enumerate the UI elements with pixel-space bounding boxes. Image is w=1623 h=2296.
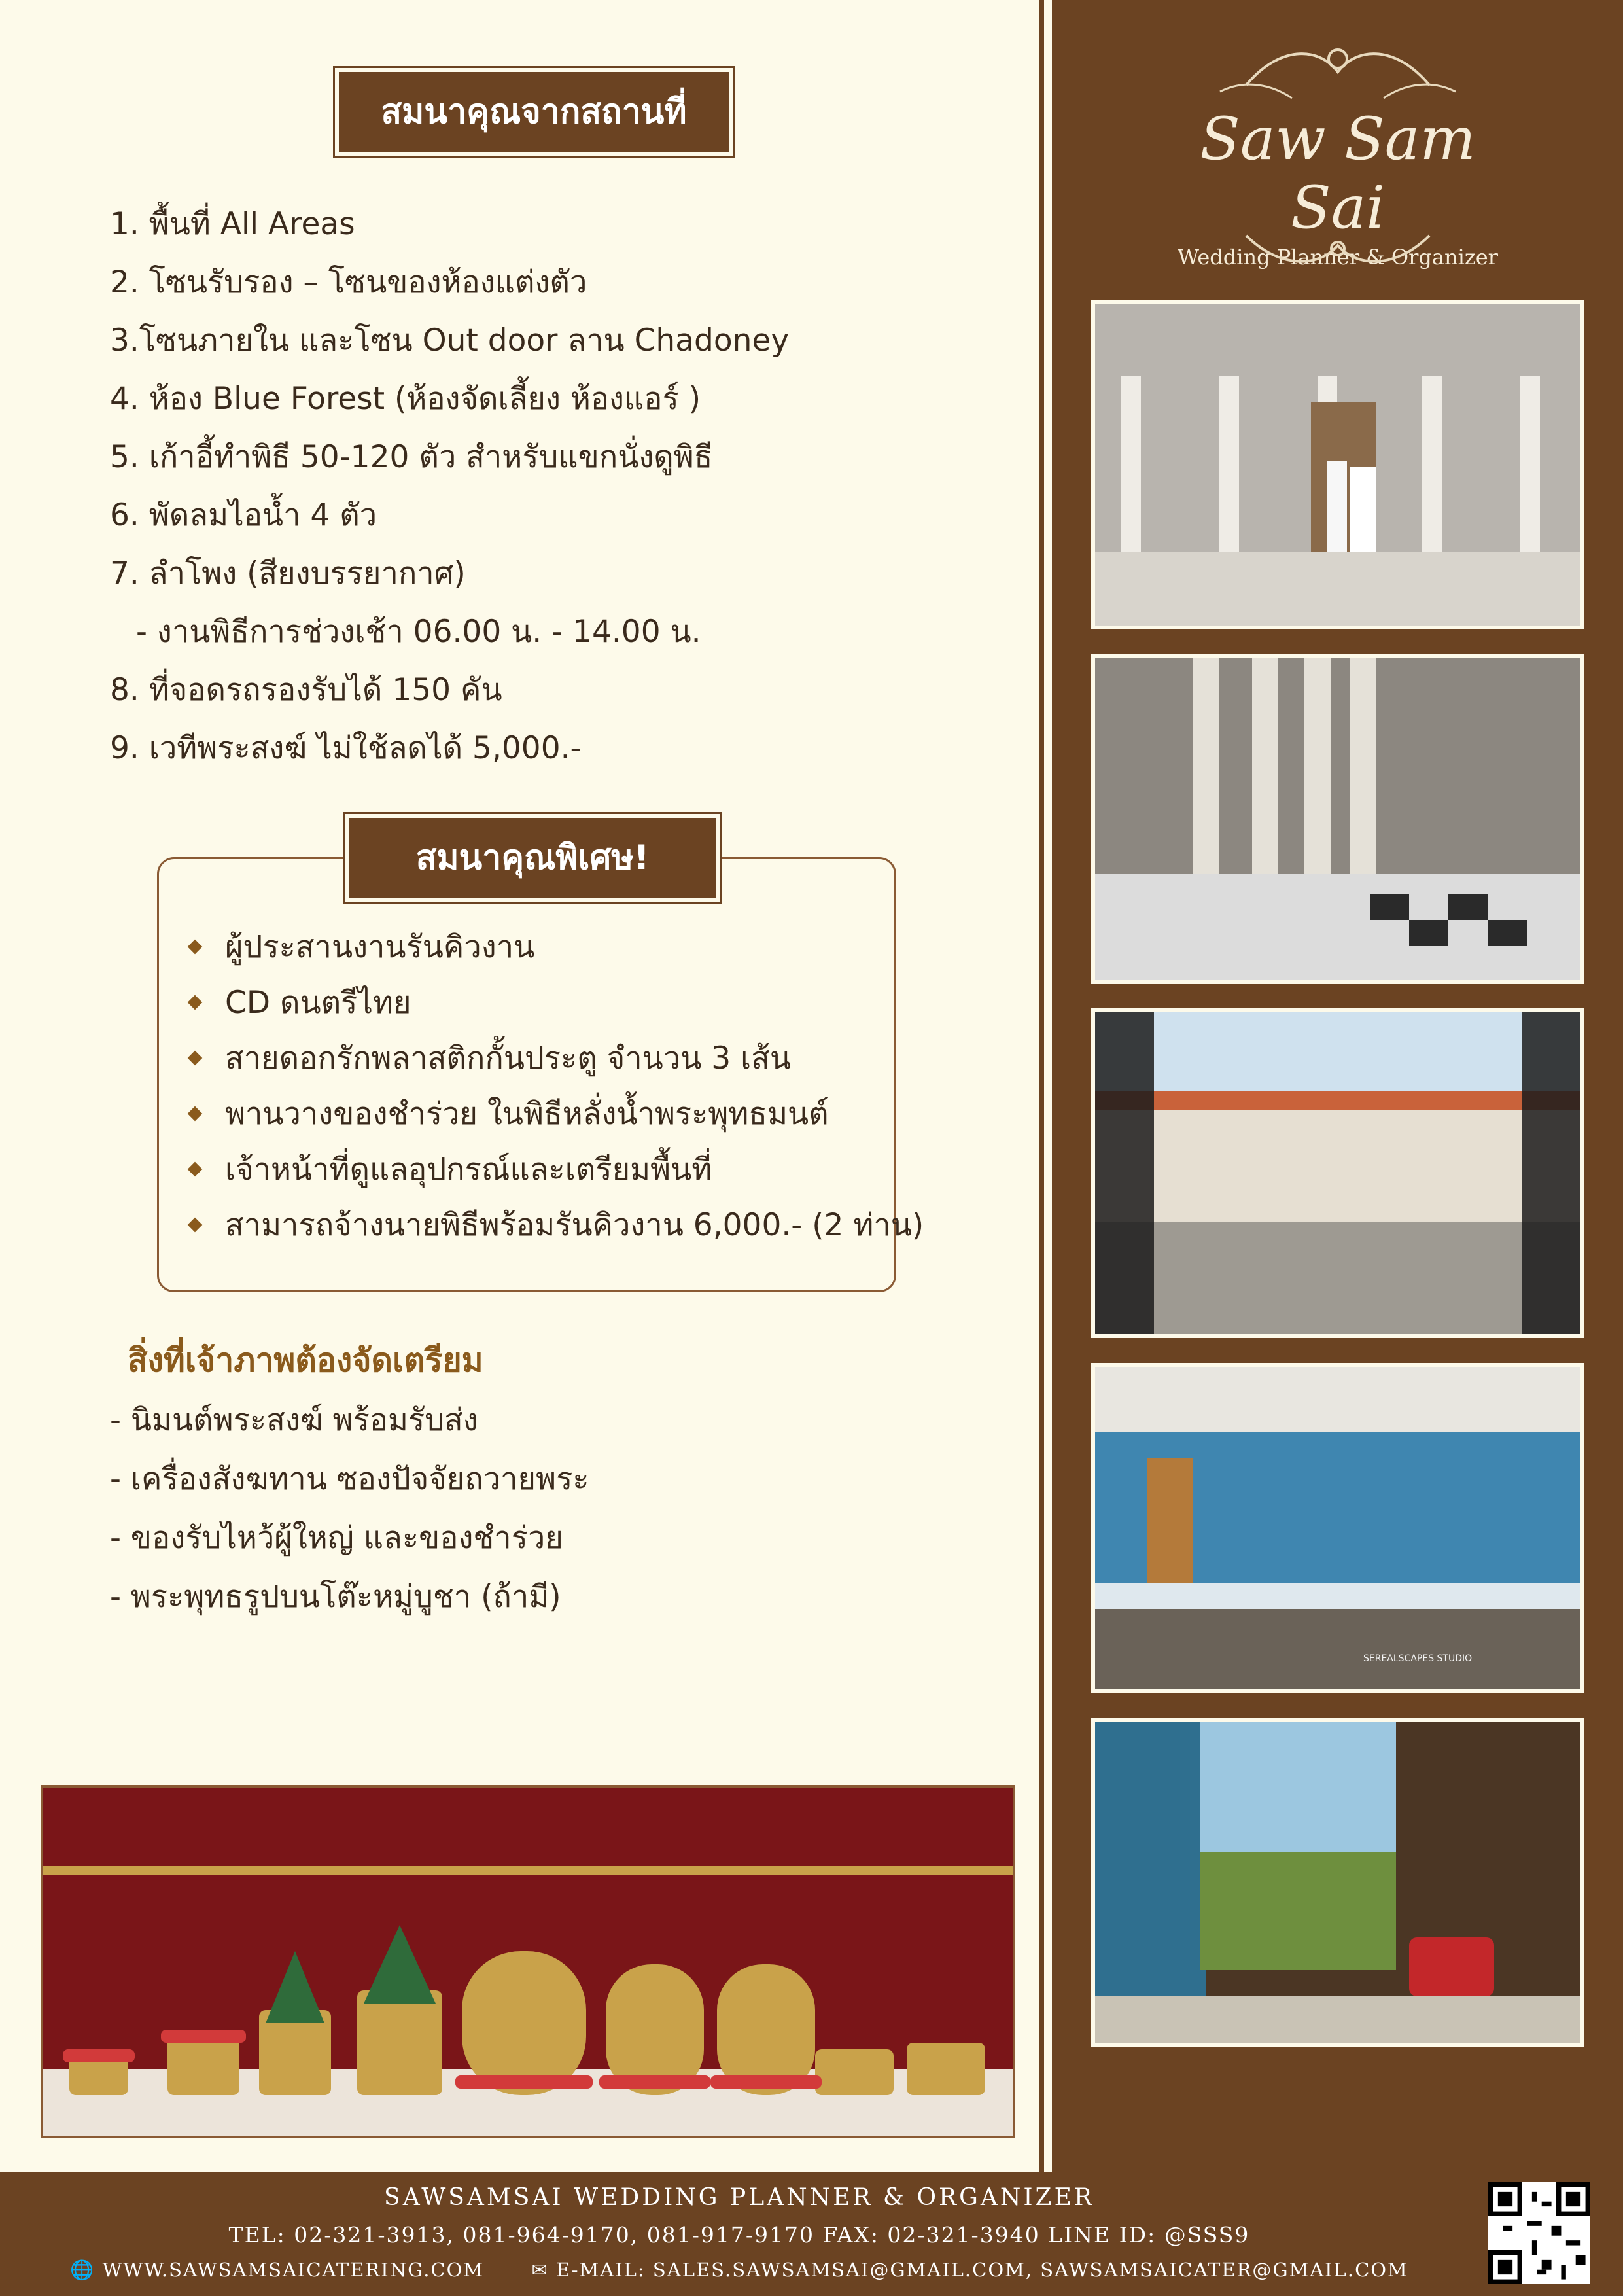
special-item bbox=[190, 1142, 890, 1197]
offerings-photo bbox=[41, 1785, 1015, 2138]
footer-company: SAWSAMSAI WEDDING PLANNER & ORGANIZER bbox=[384, 2184, 1094, 2211]
special-item bbox=[190, 1197, 924, 1253]
venue-item: 4. ห้อง Blue Forest (ห้องจัดเลี้ยง ห้องแอร์ ) bbox=[110, 381, 701, 417]
venue-photo-window-room bbox=[1091, 1718, 1584, 2047]
footer bbox=[0, 2172, 1623, 2296]
footer-web-row bbox=[0, 2259, 1478, 2282]
special-section-title: สมนาคุณพิเศษ! bbox=[349, 818, 716, 898]
special-item bbox=[190, 1086, 890, 1142]
ornament-top-icon bbox=[1148, 26, 1527, 105]
special-item-text: พานวางของชำร่วย ในพิธีหลั่งน้ำพระพุทธมนต์ bbox=[225, 1096, 829, 1132]
email-icon: ✉ bbox=[531, 2259, 549, 2281]
prep-item: - ของรับไหว้ผู้ใหญ่ และของชำร่วย bbox=[110, 1520, 563, 1556]
venue-photo-colonnade bbox=[1091, 654, 1584, 984]
special-list bbox=[190, 919, 924, 1253]
prep-list bbox=[110, 1391, 1019, 1627]
diamond-bullet-icon bbox=[188, 1218, 203, 1233]
offerings-illustration bbox=[43, 1788, 1013, 2136]
special-item bbox=[190, 1031, 890, 1086]
venue-photo-gate bbox=[1091, 1008, 1584, 1338]
prep-item: - พระพุทธรูปบนโต๊ะหมู่บูชา (ถ้ามี) bbox=[110, 1579, 561, 1615]
footer-email-link[interactable]: E-MAIL: SALES.SAWSAMSAI@GMAIL.COM, SAWSAMSAICATER@GMAIL.COM bbox=[556, 2259, 1408, 2281]
special-item bbox=[190, 919, 890, 975]
diamond-bullet-icon bbox=[188, 940, 203, 955]
venue-item: 9. เวทีพระสงฆ์ ไม่ใช้ลดได้ 5,000.- bbox=[110, 730, 582, 766]
special-item-text: สามารถจ้างนายพิธีพร้อมรันคิวงาน 6,000.- (2 ท่าน) bbox=[225, 1207, 924, 1243]
venue-item: 6. พัดลมไอน้ำ 4 ตัว bbox=[110, 497, 377, 533]
footer-contact: TEL: 02-321-3913, 081-964-9170, 081-917-9170 FAX: 02-321-3940 LINE ID: @SSS9 bbox=[228, 2222, 1250, 2248]
divider bbox=[1039, 0, 1044, 2172]
diamond-bullet-icon bbox=[188, 1051, 203, 1066]
venue-item: 1. พื้นที่ All Areas bbox=[110, 206, 355, 242]
venue-photo-blue-forest bbox=[1091, 1363, 1584, 1693]
qr-code bbox=[1488, 2182, 1590, 2284]
venue-list bbox=[110, 195, 1019, 777]
prep-section-title: สิ่งที่เจ้าภาพต้องจัดเตรียม bbox=[128, 1341, 483, 1379]
prep-item: - เครื่องสังฆทาน ซองปัจจัยถวายพระ bbox=[110, 1461, 589, 1497]
globe-icon: 🌐 bbox=[70, 2259, 96, 2281]
special-item-text: ผู้ประสานงานรันคิวงาน bbox=[225, 929, 535, 965]
photo-watermark: SEREALSCAPES STUDIO bbox=[1363, 1653, 1473, 1664]
venue-item: 5. เก้าอี้ทำพิธี 50-120 ตัว สำหรับแขกนั่งดูพิธี bbox=[110, 439, 713, 475]
diamond-bullet-icon bbox=[188, 995, 203, 1010]
brand-logo bbox=[1148, 26, 1527, 268]
venue-subitem: - งานพิธีการช่วงเช้า 06.00 น. - 14.00 น. bbox=[136, 614, 701, 650]
venue-item: 7. ลำโพง (สียงบรรยากาศ) bbox=[110, 556, 466, 592]
special-item-text: เจ้าหน้าที่ดูแลอุปกรณ์และเตรียมพื้นที่ bbox=[225, 1152, 712, 1188]
logo-tagline: Wedding Planner & Organizer bbox=[1178, 245, 1498, 270]
diamond-bullet-icon bbox=[188, 1106, 203, 1122]
special-item bbox=[190, 975, 890, 1031]
special-item-text: CD ดนตรีไทย bbox=[225, 985, 411, 1021]
venue-section-title: สมนาคุณจากสถานที่ bbox=[339, 72, 729, 152]
venue-item: 3.โซนภายใน และโซน Out door ลาน Chadoney bbox=[110, 323, 790, 359]
venue-photo-arcade bbox=[1091, 300, 1584, 629]
footer-website-link[interactable]: WWW.SAWSAMSAICATERING.COM bbox=[102, 2259, 485, 2281]
diamond-bullet-icon bbox=[188, 1162, 203, 1177]
ornament-bottom-icon bbox=[1148, 222, 1527, 268]
prep-item: - นิมนต์พระสงฆ์ พร้อมรับส่ง bbox=[110, 1402, 478, 1438]
venue-item: 2. โซนรับรอง – โซนของห้องแต่งตัว bbox=[110, 264, 587, 300]
special-item-text: สายดอกรักพลาสติกกั้นประตู จำนวน 3 เส้น bbox=[225, 1040, 791, 1076]
logo-name: Saw Sam Sai bbox=[1200, 105, 1476, 242]
venue-item: 8. ที่จอดรถรองรับได้ 150 คัน bbox=[110, 672, 502, 708]
